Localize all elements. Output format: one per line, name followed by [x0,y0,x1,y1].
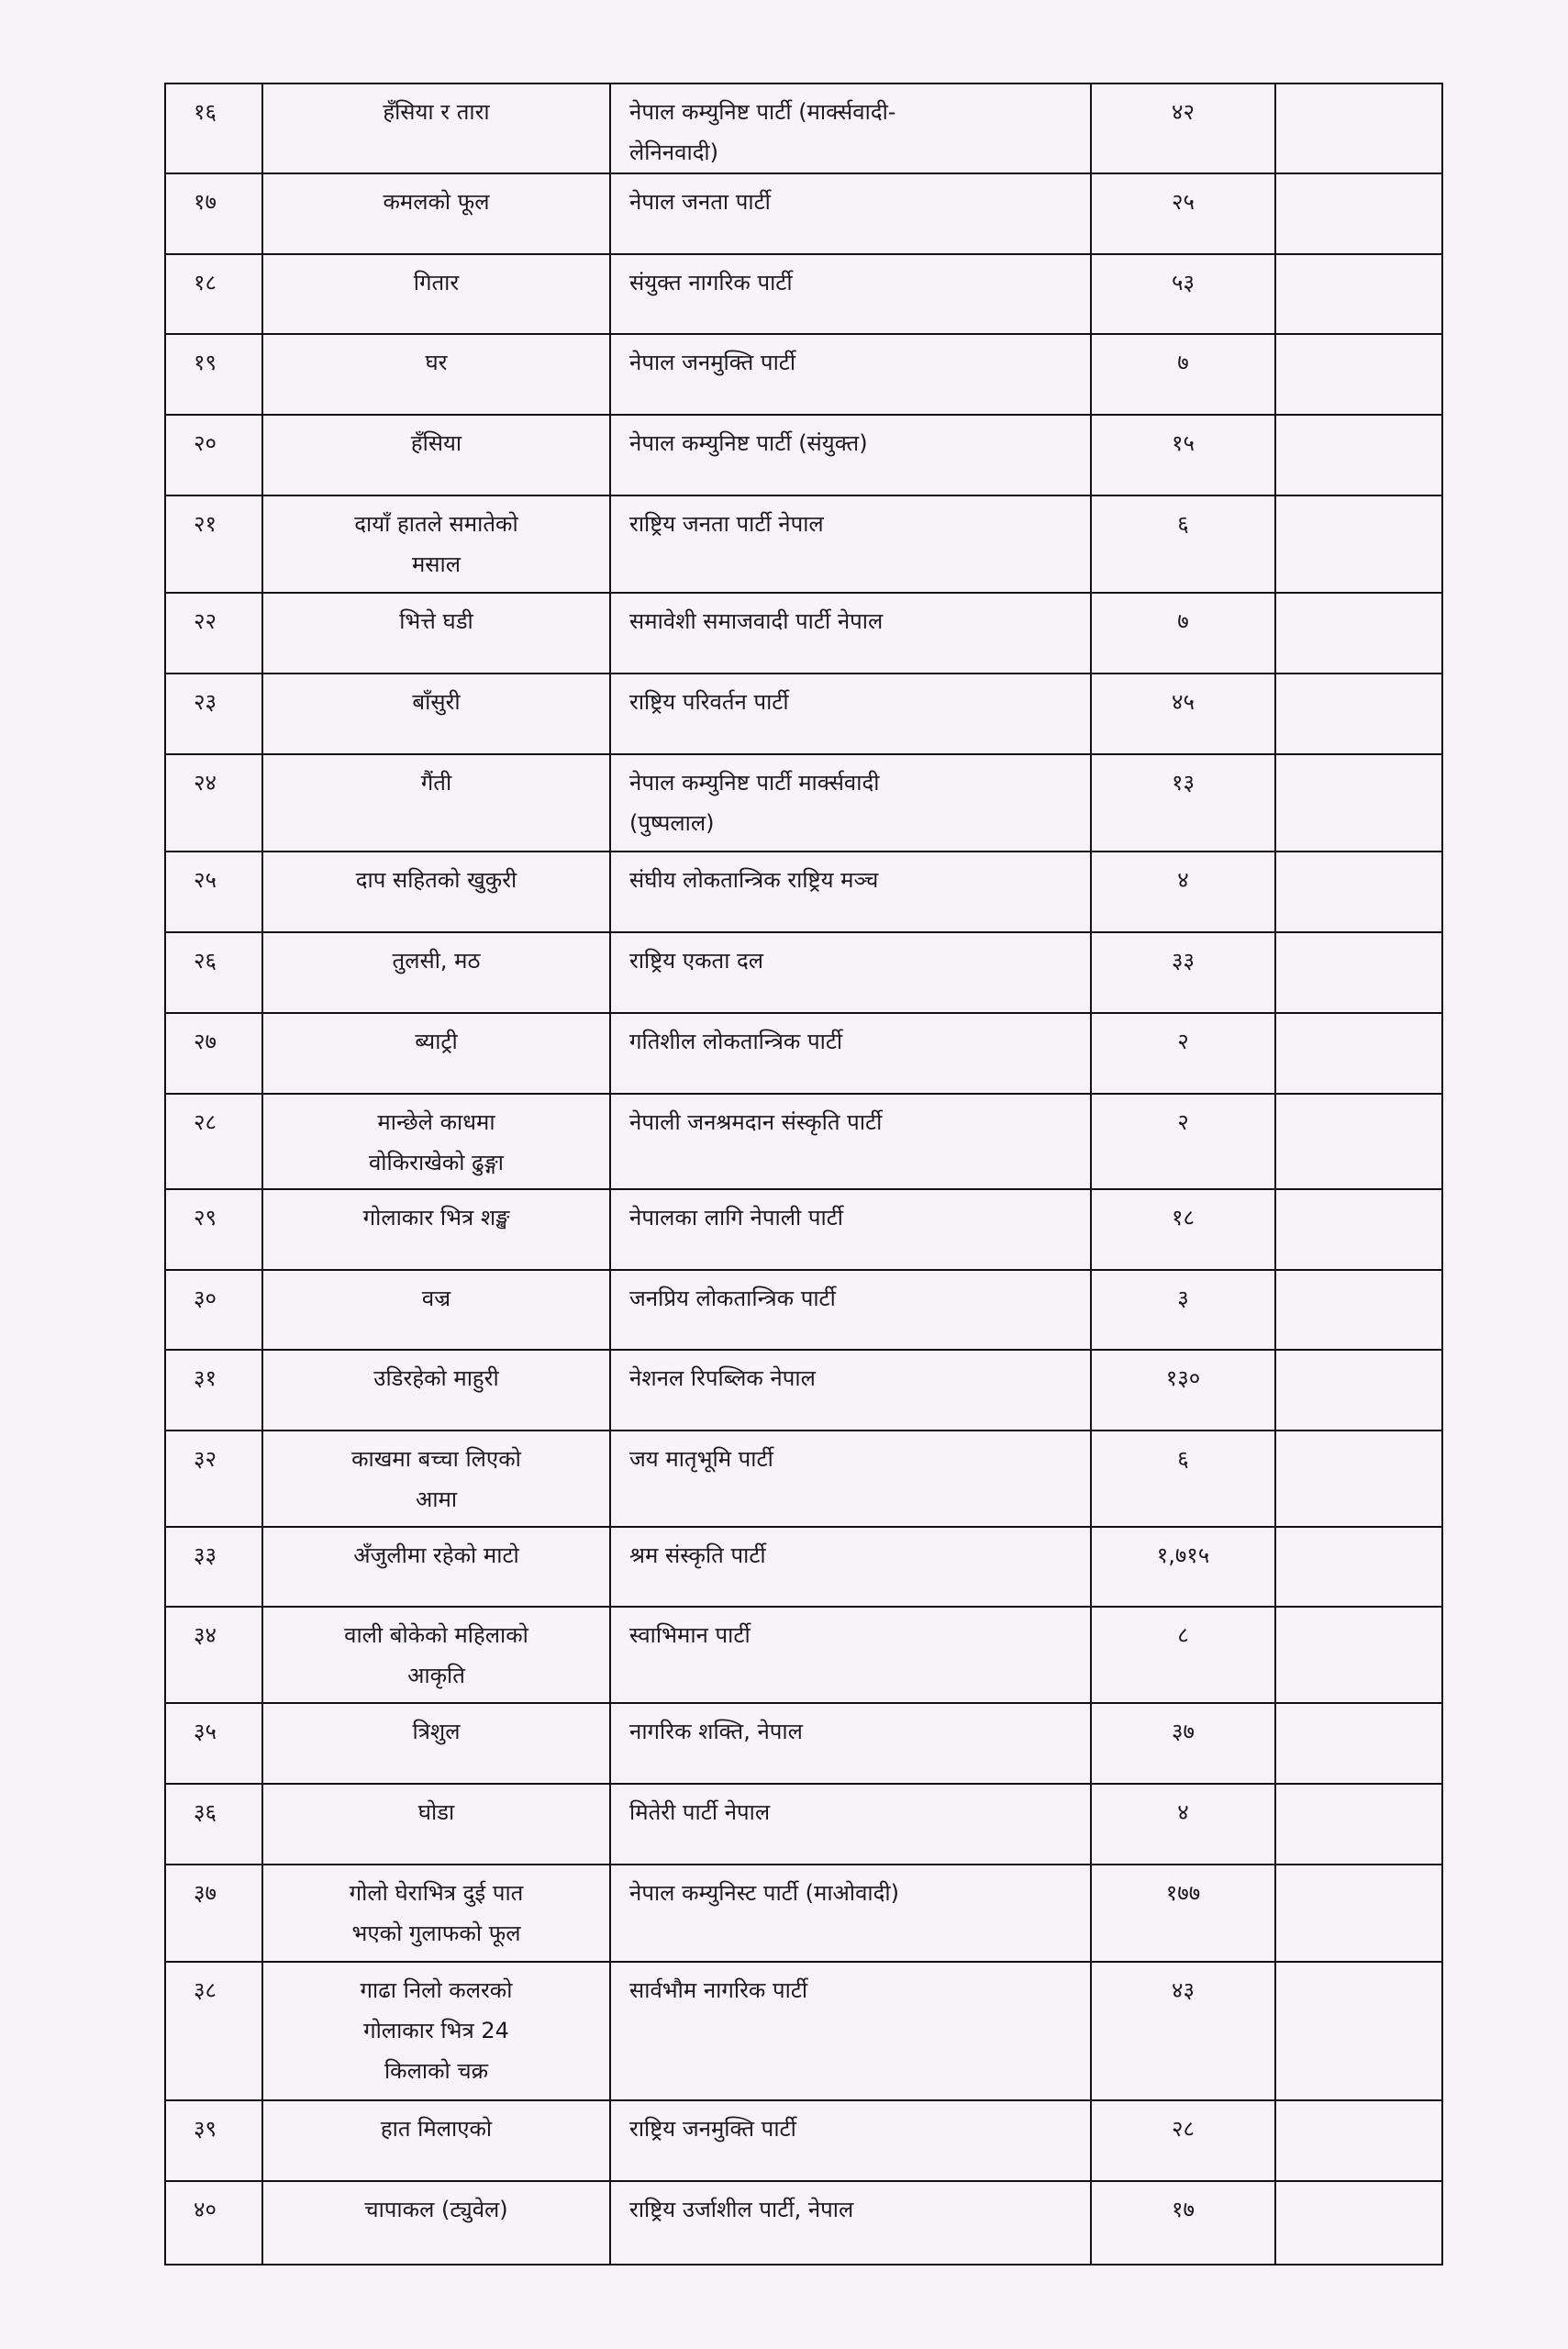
party-name-cell: मितेरी पार्टी नेपाल [610,1784,1091,1865]
serial-number-cell: २६ [165,932,262,1013]
table-row [165,415,1442,495]
serial-number-cell: ३२ [165,1431,262,1527]
remarks-cell [1275,1431,1442,1527]
count-cell: १३ [1091,754,1275,852]
count-cell: ३३ [1091,932,1275,1013]
serial-number-cell: १६ [165,83,262,173]
party-name-cell: जय मातृभूमि पार्टी [610,1431,1091,1527]
party-name-cell: जनप्रिय लोकतान्त्रिक पार्टी [610,1270,1091,1350]
party-name-cell: राष्ट्रिय उर्जाशील पार्टी, नेपाल [610,2181,1091,2265]
table-row [165,1607,1442,1703]
remarks-cell [1275,495,1442,593]
symbol-cell: गोलाकार भित्र शङ्ख [262,1189,610,1270]
serial-number-cell: २२ [165,593,262,674]
count-cell: २५ [1091,173,1275,254]
serial-number-cell: २५ [165,852,262,932]
remarks-cell [1275,1094,1442,1189]
serial-number-cell: २१ [165,495,262,593]
party-name-cell: सार्वभौम नागरिक पार्टी [610,1962,1091,2100]
remarks-cell [1275,852,1442,932]
party-name-cell: नेपाल कम्युनिष्ट पार्टी मार्क्सवादी (पुष्पलाल) [610,754,1091,852]
remarks-cell [1275,593,1442,674]
table-row [165,83,1442,173]
count-cell: १,७१५ [1091,1527,1275,1607]
remarks-cell [1275,1962,1442,2100]
party-name-cell: नेपाल कम्युनिष्ट पार्टी (मार्क्सवादी-लेनिनवादी) [610,83,1091,173]
serial-number-cell: १८ [165,254,262,334]
remarks-cell [1275,2100,1442,2181]
symbol-cell: तुलसी, मठ [262,932,610,1013]
table-row [165,593,1442,674]
serial-number-cell: ४० [165,2181,262,2265]
count-cell: ८ [1091,1607,1275,1703]
serial-number-cell: ३० [165,1270,262,1350]
table-row [165,1431,1442,1527]
count-cell: ४ [1091,852,1275,932]
symbol-cell: ब्याट्री [262,1013,610,1094]
symbol-cell: गाढा निलो कलरको गोलाकार भित्र 24 किलाको चक्र [262,1962,610,2100]
remarks-cell [1275,1527,1442,1607]
remarks-cell [1275,415,1442,495]
symbol-cell: हँसिया र तारा [262,83,610,173]
serial-number-cell: २४ [165,754,262,852]
table-row [165,1350,1442,1431]
count-cell: २ [1091,1094,1275,1189]
table-row [165,254,1442,334]
symbol-cell: भित्ते घडी [262,593,610,674]
party-name-cell: नेपाल कम्युनिस्ट पार्टी (माओवादी) [610,1865,1091,1962]
table-row [165,1013,1442,1094]
serial-number-cell: १७ [165,173,262,254]
symbol-cell: काखमा बच्चा लिएको आमा [262,1431,610,1527]
remarks-cell [1275,83,1442,173]
serial-number-cell: ३१ [165,1350,262,1431]
remarks-cell [1275,1865,1442,1962]
count-cell: १७ [1091,2181,1275,2265]
table-row [165,1527,1442,1607]
count-cell: १३० [1091,1350,1275,1431]
remarks-cell [1275,1189,1442,1270]
party-name-cell: नेपालका लागि नेपाली पार्टी [610,1189,1091,1270]
party-name-cell: संघीय लोकतान्त्रिक राष्ट्रिय मञ्च [610,852,1091,932]
serial-number-cell: ३८ [165,1962,262,2100]
symbol-cell: त्रिशुल [262,1703,610,1784]
serial-number-cell: २० [165,415,262,495]
serial-number-cell: ३३ [165,1527,262,1607]
count-cell: ४५ [1091,674,1275,754]
table-row [165,1189,1442,1270]
party-name-cell: राष्ट्रिय जनता पार्टी नेपाल [610,495,1091,593]
table-row [165,1962,1442,2100]
remarks-cell [1275,1350,1442,1431]
party-name-cell: समावेशी समाजवादी पार्टी नेपाल [610,593,1091,674]
remarks-cell [1275,1013,1442,1094]
count-cell: ७ [1091,593,1275,674]
remarks-cell [1275,1784,1442,1865]
count-cell: १५ [1091,415,1275,495]
table-row [165,1270,1442,1350]
count-cell: ७ [1091,334,1275,415]
table-row [165,932,1442,1013]
count-cell: २८ [1091,2100,1275,2181]
serial-number-cell: २८ [165,1094,262,1189]
table-row [165,1865,1442,1962]
party-name-cell: नेपाल जनमुक्ति पार्टी [610,334,1091,415]
party-name-cell: श्रम संस्कृति पार्टी [610,1527,1091,1607]
remarks-cell [1275,254,1442,334]
table-row [165,173,1442,254]
count-cell: ४३ [1091,1962,1275,2100]
serial-number-cell: १९ [165,334,262,415]
table-row [165,1784,1442,1865]
symbol-cell: गितार [262,254,610,334]
symbol-cell: अँजुलीमा रहेको माटो [262,1527,610,1607]
party-name-cell: नेशनल रिपब्लिक नेपाल [610,1350,1091,1431]
table-row [165,2181,1442,2265]
party-name-cell: गतिशील लोकतान्त्रिक पार्टी [610,1013,1091,1094]
party-name-cell: नेपाली जनश्रमदान संस्कृति पार्टी [610,1094,1091,1189]
serial-number-cell: २३ [165,674,262,754]
table-body [165,83,1442,2265]
party-name-cell: स्वाभिमान पार्टी [610,1607,1091,1703]
serial-number-cell: २७ [165,1013,262,1094]
symbol-cell: हँसिया [262,415,610,495]
symbol-cell: वाली बोकेको महिलाको आकृति [262,1607,610,1703]
serial-number-cell: ३९ [165,2100,262,2181]
symbol-cell: घर [262,334,610,415]
table-row [165,2100,1442,2181]
symbol-cell: कमलको फूल [262,173,610,254]
table-row [165,852,1442,932]
symbol-cell: दायाँ हातले समातेको मसाल [262,495,610,593]
serial-number-cell: ३५ [165,1703,262,1784]
party-name-cell: राष्ट्रिय जनमुक्ति पार्टी [610,2100,1091,2181]
party-name-cell: राष्ट्रिय परिवर्तन पार्टी [610,674,1091,754]
symbol-cell: हात मिलाएको [262,2100,610,2181]
count-cell: ४ [1091,1784,1275,1865]
remarks-cell [1275,2181,1442,2265]
remarks-cell [1275,1607,1442,1703]
serial-number-cell: २९ [165,1189,262,1270]
symbol-cell: उडिरहेको माहुरी [262,1350,610,1431]
table-row [165,1094,1442,1189]
party-symbol-table [164,83,1443,2266]
party-name-cell: नेपाल जनता पार्टी [610,173,1091,254]
count-cell: ६ [1091,1431,1275,1527]
symbol-cell: वज्र [262,1270,610,1350]
remarks-cell [1275,932,1442,1013]
serial-number-cell: ३६ [165,1784,262,1865]
count-cell: २ [1091,1013,1275,1094]
remarks-cell [1275,1703,1442,1784]
count-cell: ३७ [1091,1703,1275,1784]
party-name-cell: नागरिक शक्ति, नेपाल [610,1703,1091,1784]
table-row [165,674,1442,754]
symbol-cell: गैंती [262,754,610,852]
symbol-cell: मान्छेले काधमा वोकिराखेको ढुङ्गा [262,1094,610,1189]
symbol-cell: चापाकल (ट्युवेल) [262,2181,610,2265]
table-row [165,1703,1442,1784]
table-row [165,754,1442,852]
remarks-cell [1275,754,1442,852]
symbol-cell: घोडा [262,1784,610,1865]
party-name-cell: राष्ट्रिय एकता दल [610,932,1091,1013]
table-row [165,334,1442,415]
serial-number-cell: ३४ [165,1607,262,1703]
count-cell: १७७ [1091,1865,1275,1962]
table-row [165,495,1442,593]
remarks-cell [1275,334,1442,415]
serial-number-cell: ३७ [165,1865,262,1962]
party-name-cell: नेपाल कम्युनिष्ट पार्टी (संयुक्त) [610,415,1091,495]
count-cell: १८ [1091,1189,1275,1270]
remarks-cell [1275,1270,1442,1350]
remarks-cell [1275,173,1442,254]
count-cell: ५३ [1091,254,1275,334]
count-cell: ६ [1091,495,1275,593]
symbol-cell: दाप सहितको खुकुरी [262,852,610,932]
symbol-cell: बाँसुरी [262,674,610,754]
count-cell: ३ [1091,1270,1275,1350]
count-cell: ४२ [1091,83,1275,173]
party-name-cell: संयुक्त नागरिक पार्टी [610,254,1091,334]
remarks-cell [1275,674,1442,754]
symbol-cell: गोलो घेराभित्र दुई पात भएको गुलाफको फूल [262,1865,610,1962]
